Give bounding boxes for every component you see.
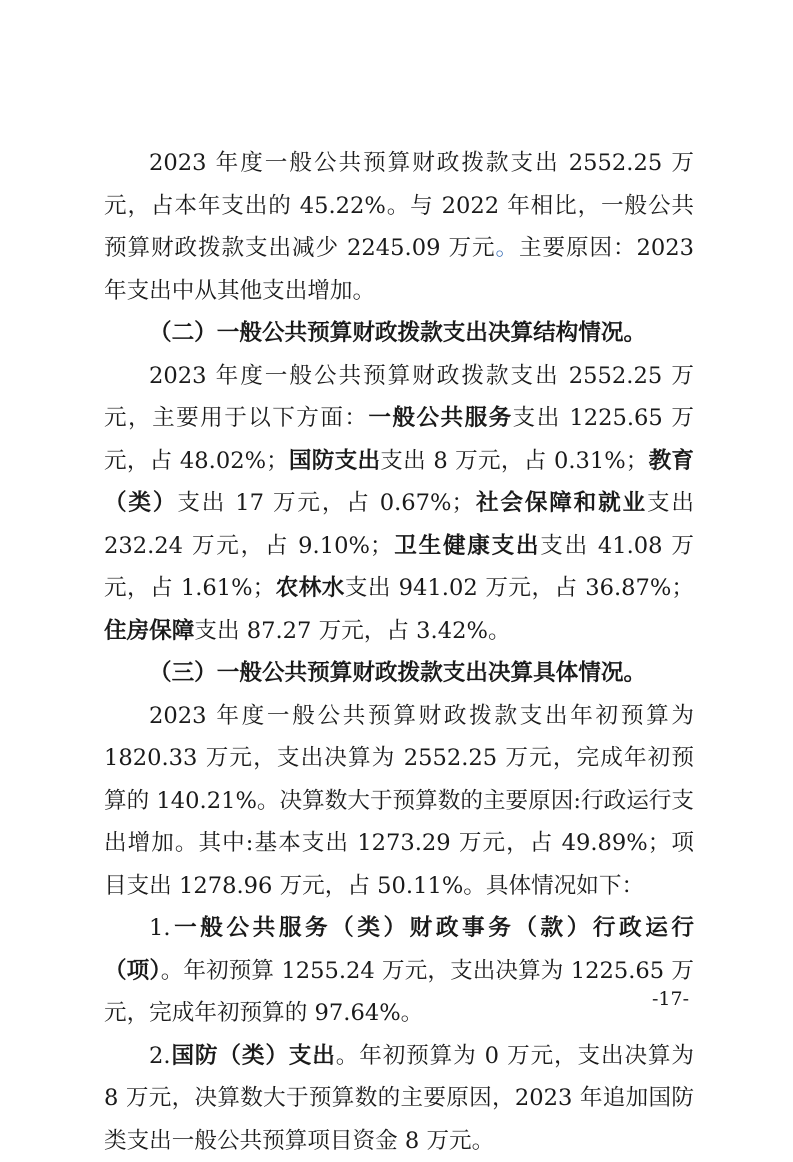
list-item-number: 2. (149, 1043, 171, 1069)
list-item-title: 一般公共服务（类）财政事务（款）行政运行（项） (104, 915, 694, 984)
category-amount: 支出 1225.65 万元，占 48.02%； (104, 405, 694, 474)
section-heading-structure: （二）一般公共预算财政拨款支出决算结构情况。 (104, 312, 694, 355)
list-item-number: 1. (149, 915, 171, 941)
category-name: 国防支出 (289, 448, 381, 474)
category-name: 卫生健康支出 (393, 533, 541, 559)
paragraph-expenditure-summary (104, 142, 694, 312)
list-item-text: 。年初预算为 0 万元，支出决算为 8 万元，决算数大于预算数的主要原因，2023 年追加国防类支出一般公共预算项目资金 8 万元。 (104, 1043, 694, 1154)
category-amount: 支出 17 万元，占 0.67%； (177, 490, 474, 516)
list-item-title: 国防（类）支出 (171, 1043, 336, 1069)
category-amount: 支出 41.08 万元，占 1.61%； (104, 533, 694, 602)
category-amount: 支出 232.24 万元，占 9.10%； (104, 490, 694, 559)
summary-period: 。 (496, 235, 520, 261)
page-number: -17- (652, 988, 689, 1010)
category-name: 住房保障 (104, 618, 194, 644)
structure-intro: 2023 年度一般公共预算财政拨款支出 2552.25 万元，主要用于以下方面： (104, 363, 694, 432)
category-amount: 支出 8 万元，占 0.31%； (380, 448, 648, 474)
category-name: 农林水 (275, 575, 345, 601)
section-heading-details: （三）一般公共预算财政拨款支出决算具体情况。 (104, 652, 694, 695)
list-item-national-defense (104, 1035, 694, 1162)
summary-reason: 主要原因：2023 年支出中从其他支出增加。 (104, 235, 694, 304)
paragraph-budget-details: 2023 年度一般公共预算财政拨款支出年初预算为 1820.33 万元，支出决算为 2552.25 万元，完成年初预算的 140.21%。决算数大于预算数的主要原因:行政运行支出增加。其中:基本支出 1273.29 万元，占 49.89%；项目支出 1278.96 万元，占 50.11%。具体情况如下： (104, 695, 694, 908)
paragraph-expenditure-structure (104, 355, 694, 653)
category-name: 社会保障和就业 (474, 490, 647, 516)
category-amount: 支出 941.02 万元，占 36.87%； (345, 575, 694, 601)
category-name: 教育（类） (104, 448, 694, 517)
document-body (104, 142, 694, 1162)
category-amount: 支出 87.27 万元，占 3.42%。 (194, 618, 510, 644)
list-item-text: 。年初预算 1255.24 万元，支出决算为 1225.65 万元，完成年初预算的 97.64%。 (104, 958, 694, 1027)
summary-text: 2023 年度一般公共预算财政拨款支出 2552.25 万元，占本年支出的 45.22%。与 2022 年相比，一般公共预算财政拨款支出减少 2245.09 万元 (104, 150, 694, 261)
category-name: 一般公共服务 (368, 405, 512, 431)
list-item-general-public-services (104, 907, 694, 1035)
